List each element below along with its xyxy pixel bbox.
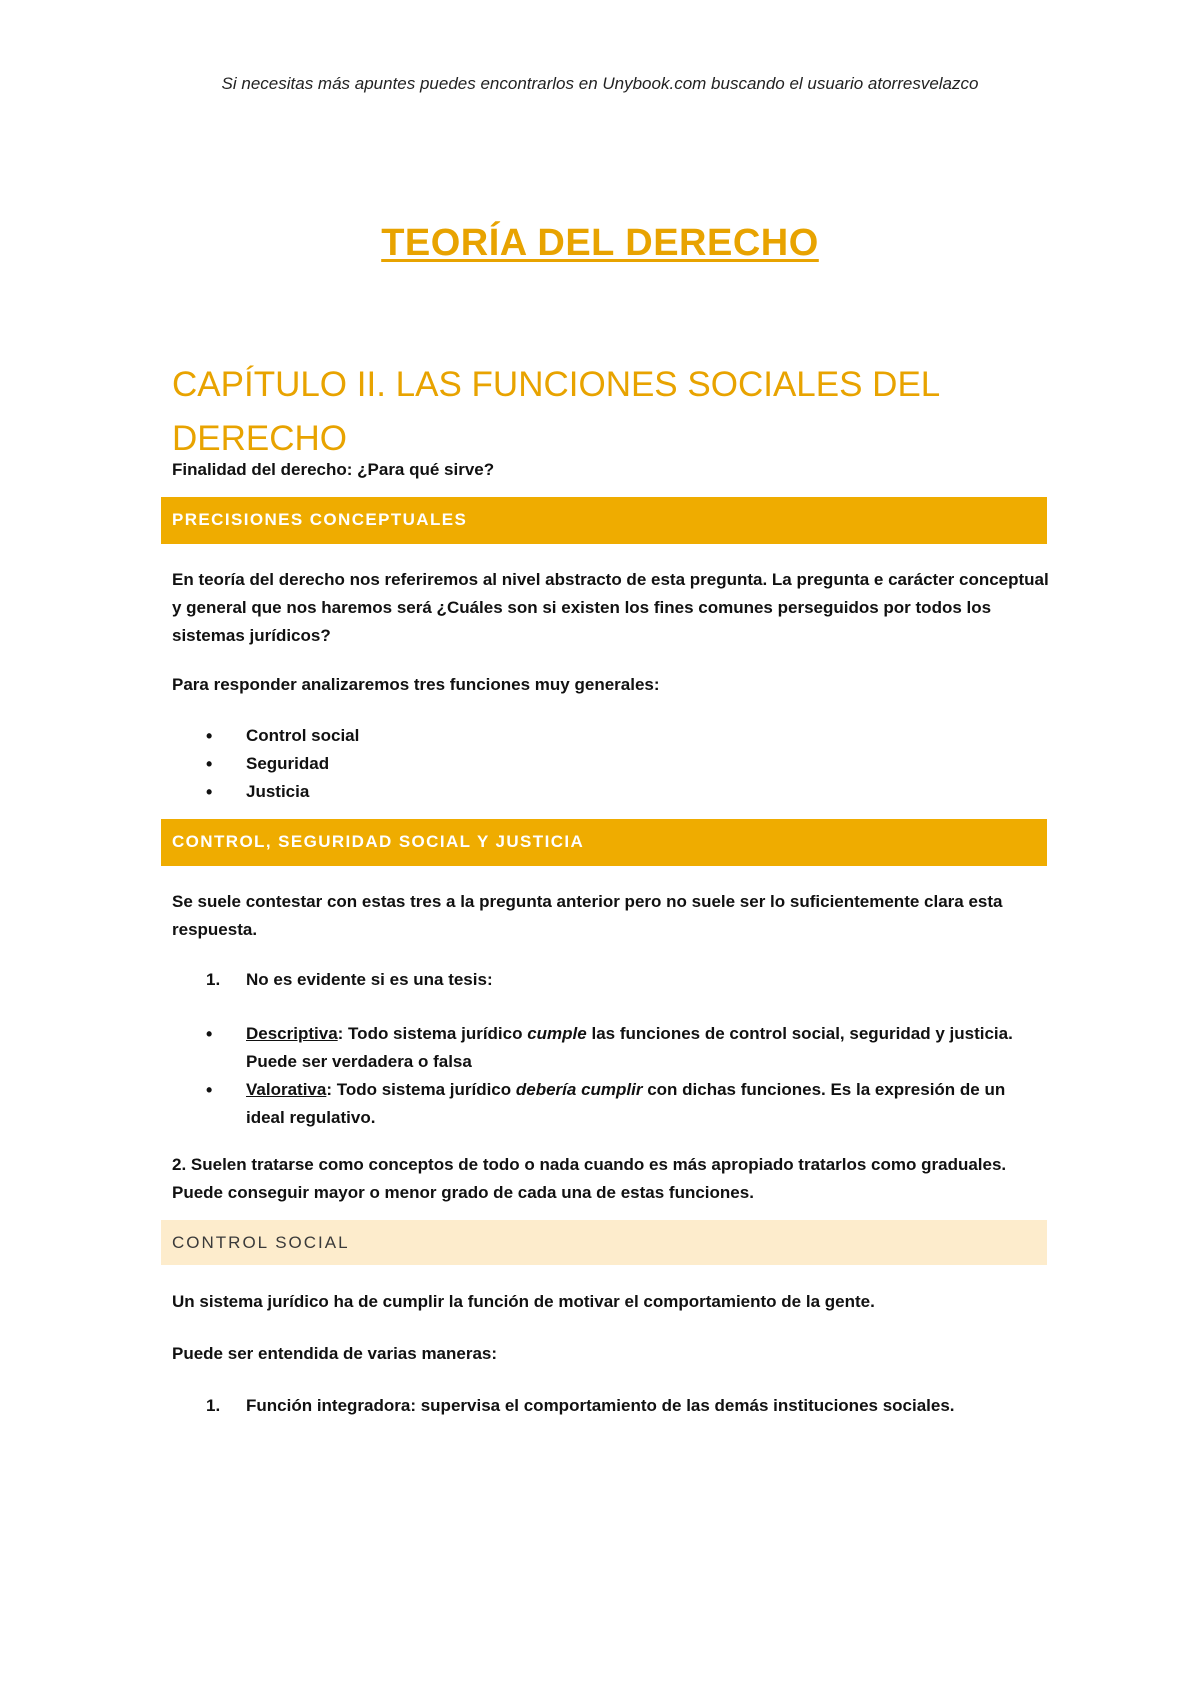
document-title: TEORÍA DEL DERECHO [381, 222, 819, 264]
section-heading-label: PRECISIONES CONCEPTUALES [172, 510, 468, 529]
paragraph-precisiones-2: Para responder analizaremos tres funciones muy generales: [172, 675, 660, 694]
list-item [172, 966, 1032, 994]
list-item [172, 1392, 1032, 1420]
functions-list [172, 722, 1032, 806]
list-item-descriptiva [172, 1020, 1032, 1076]
text: : Todo sistema jurídico [326, 1080, 516, 1099]
emphasis: cumple [527, 1024, 587, 1043]
section-heading-control-seguridad [161, 819, 1047, 866]
section-heading-label: CONTROL SOCIAL [172, 1233, 350, 1252]
paragraph-precisiones-1: En teoría del derecho nos referiremos al nivel abstracto de esta pregunta. La pregunta e carácter conceptual y general que nos haremos será ¿Cuáles son si existen los fines comunes perseguidos por todos los sistemas jurídicos? [172, 570, 1049, 645]
list-number: 1. [206, 1396, 221, 1415]
numbered-list [172, 966, 1032, 994]
section-heading-precisiones [161, 497, 1047, 544]
paragraph-control-social-2: Puede ser entendida de varias maneras: [172, 1344, 498, 1363]
finalidad-line: Finalidad del derecho: ¿Para qué sirve? [172, 460, 495, 479]
section-heading-control-social [161, 1220, 1047, 1265]
text: las funciones de control social, seguridad y justicia. Puede ser verdadera o falsa [246, 1024, 1013, 1071]
list-item-valorativa [172, 1076, 1032, 1132]
numbered-list-control-social [172, 1392, 1032, 1420]
chapter-title: CAPÍTULO II. LAS FUNCIONES SOCIALES DEL DERECHO [172, 365, 939, 458]
thesis-list [172, 1020, 1032, 1132]
paragraph-control-seguridad-1: Se suele contestar con estas tres a la pregunta anterior pero no suele ser lo suficientemente clara esta respuesta. [172, 892, 1003, 939]
text: : Todo sistema jurídico [337, 1024, 528, 1043]
list-item: • Justicia [172, 778, 1032, 806]
list-item-text: No es evidente si es una tesis: [246, 970, 493, 989]
section-heading-label: CONTROL, SEGURIDAD SOCIAL Y JUSTICIA [172, 832, 585, 851]
list-item: • Control social [172, 722, 1032, 750]
text: con dichas funciones. Es la expresión de un ideal regulativo. [246, 1080, 1006, 1127]
paragraph-control-seguridad-2: 2. Suelen tratarse como conceptos de todo o nada cuando es más apropiado tratarlos como graduales. Puede conseguir mayor o menor grado de cada una de estas funciones. [172, 1155, 1007, 1202]
header-note: Si necesitas más apuntes puedes encontrarlos en Unybook.com buscando el usuario atorresvelazco [221, 74, 979, 93]
emphasis: debería cumplir [515, 1080, 643, 1099]
list-item-text: Función integradora: supervisa el comportamiento de las demás instituciones sociales. [246, 1396, 955, 1415]
list-number: 1. [206, 970, 221, 989]
paragraph-control-social-1: Un sistema jurídico ha de cumplir la función de motivar el comportamiento de la gente. [172, 1292, 875, 1311]
list-item: • Seguridad [172, 750, 1032, 778]
term-valorativa: Valorativa [246, 1080, 327, 1099]
term-descriptiva: Descriptiva [246, 1024, 338, 1043]
